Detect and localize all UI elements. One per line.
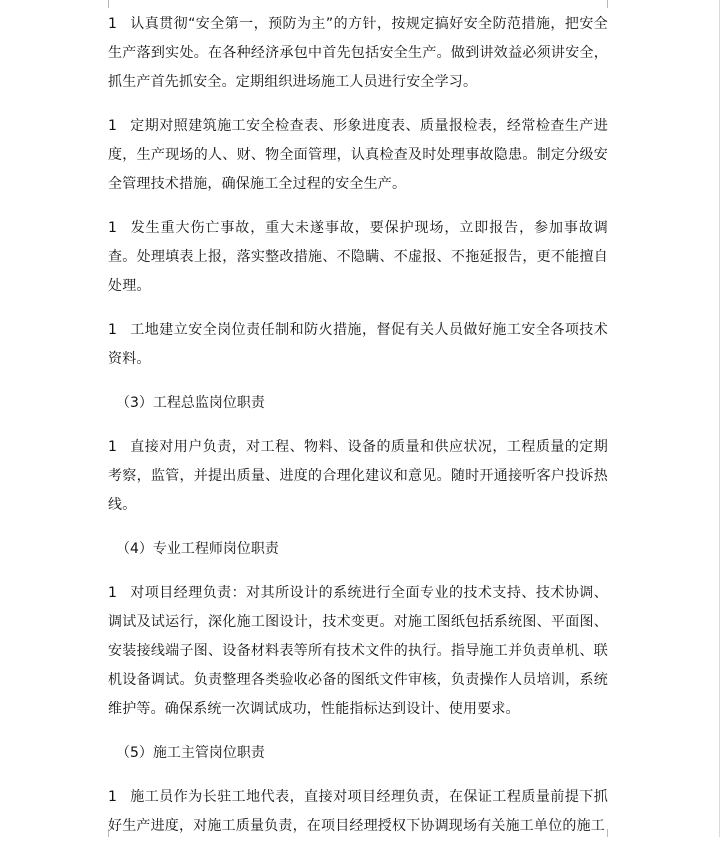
paragraph-text: 直接对用户负责，对工程、物料、设备的质量和供应状况，工程质量的定期考察，监管，并提出质量、进度的合理化建议和意见。随时开通接听客户投诉热线。 (108, 439, 608, 513)
paragraph-text: 认真贯彻“安全第一，预防为主”的方针，按规定搞好安全防范措施，把安全生产落到实处。在各种经济承包中首先包括安全生产。做到讲效益必须讲安全，抓生产首先抓安全。定期组织进场施工人员进行安全学习。 (108, 16, 608, 90)
paragraph (108, 112, 608, 199)
paragraph (108, 433, 608, 520)
paragraph-text: 施工员作为长驻工地代表，直接对项目经理负责，在保证工程质量前提下抓好生产进度，对施工质量负责，在项目经理授权下协调现场有关施工单位的施工 (108, 789, 608, 834)
paragraph (108, 10, 608, 97)
paragraph (108, 579, 608, 724)
section-heading: （5）施工主管岗位职责 (116, 745, 265, 761)
list-bullet: 1 (108, 16, 118, 32)
paragraph (108, 316, 608, 374)
list-bullet: 1 (108, 118, 118, 134)
list-bullet: 1 (108, 789, 118, 805)
list-bullet: 1 (108, 439, 118, 455)
paragraph-text: 工地建立安全岗位责任制和防火措施，督促有关人员做好施工安全各项技术资料。 (108, 322, 608, 367)
section-heading: （4）专业工程师岗位职责 (116, 541, 279, 557)
paragraph-text: 对项目经理负责：对其所设计的系统进行全面专业的技术支持、技术协调、调试及试运行，深化施工图设计，技术变更。对施工图纸包括系统图、平面图、安装接线端子图、设备材料表等所有技术文件的执行。指导施工并负责单机、联机设备调试。负责整理各类验收必备的图纸文件审核，负责操作人员培训，系统维护等。确保系统一次调试成功，性能指标达到设计、使用要求。 (108, 585, 608, 717)
list-bullet: 1 (108, 322, 118, 338)
section-heading: （3）工程总监岗位职责 (116, 395, 265, 411)
margin-corner-mark (607, 0, 608, 8)
paragraph-text: 定期对照建筑施工安全检查表、形象进度表、质量报检表，经常检查生产进度，生产现场的人、财、物全面管理，认真检查及时处理事故隐患。制定分级安全管理技术措施，确保施工全过程的安全生产。 (108, 118, 608, 192)
list-bullet: 1 (108, 220, 118, 236)
paragraph (108, 214, 608, 301)
document-body (108, 10, 608, 856)
margin-corner-mark (108, 0, 109, 8)
list-bullet: 1 (108, 585, 118, 601)
paragraph (108, 783, 608, 841)
paragraph-text: 发生重大伤亡事故，重大未遂事故，要保护现场，立即报告，参加事故调查。处理填表上报，落实整改措施、不隐瞒、不虚报、不拖延报告，更不能擅自处理。 (108, 220, 608, 294)
